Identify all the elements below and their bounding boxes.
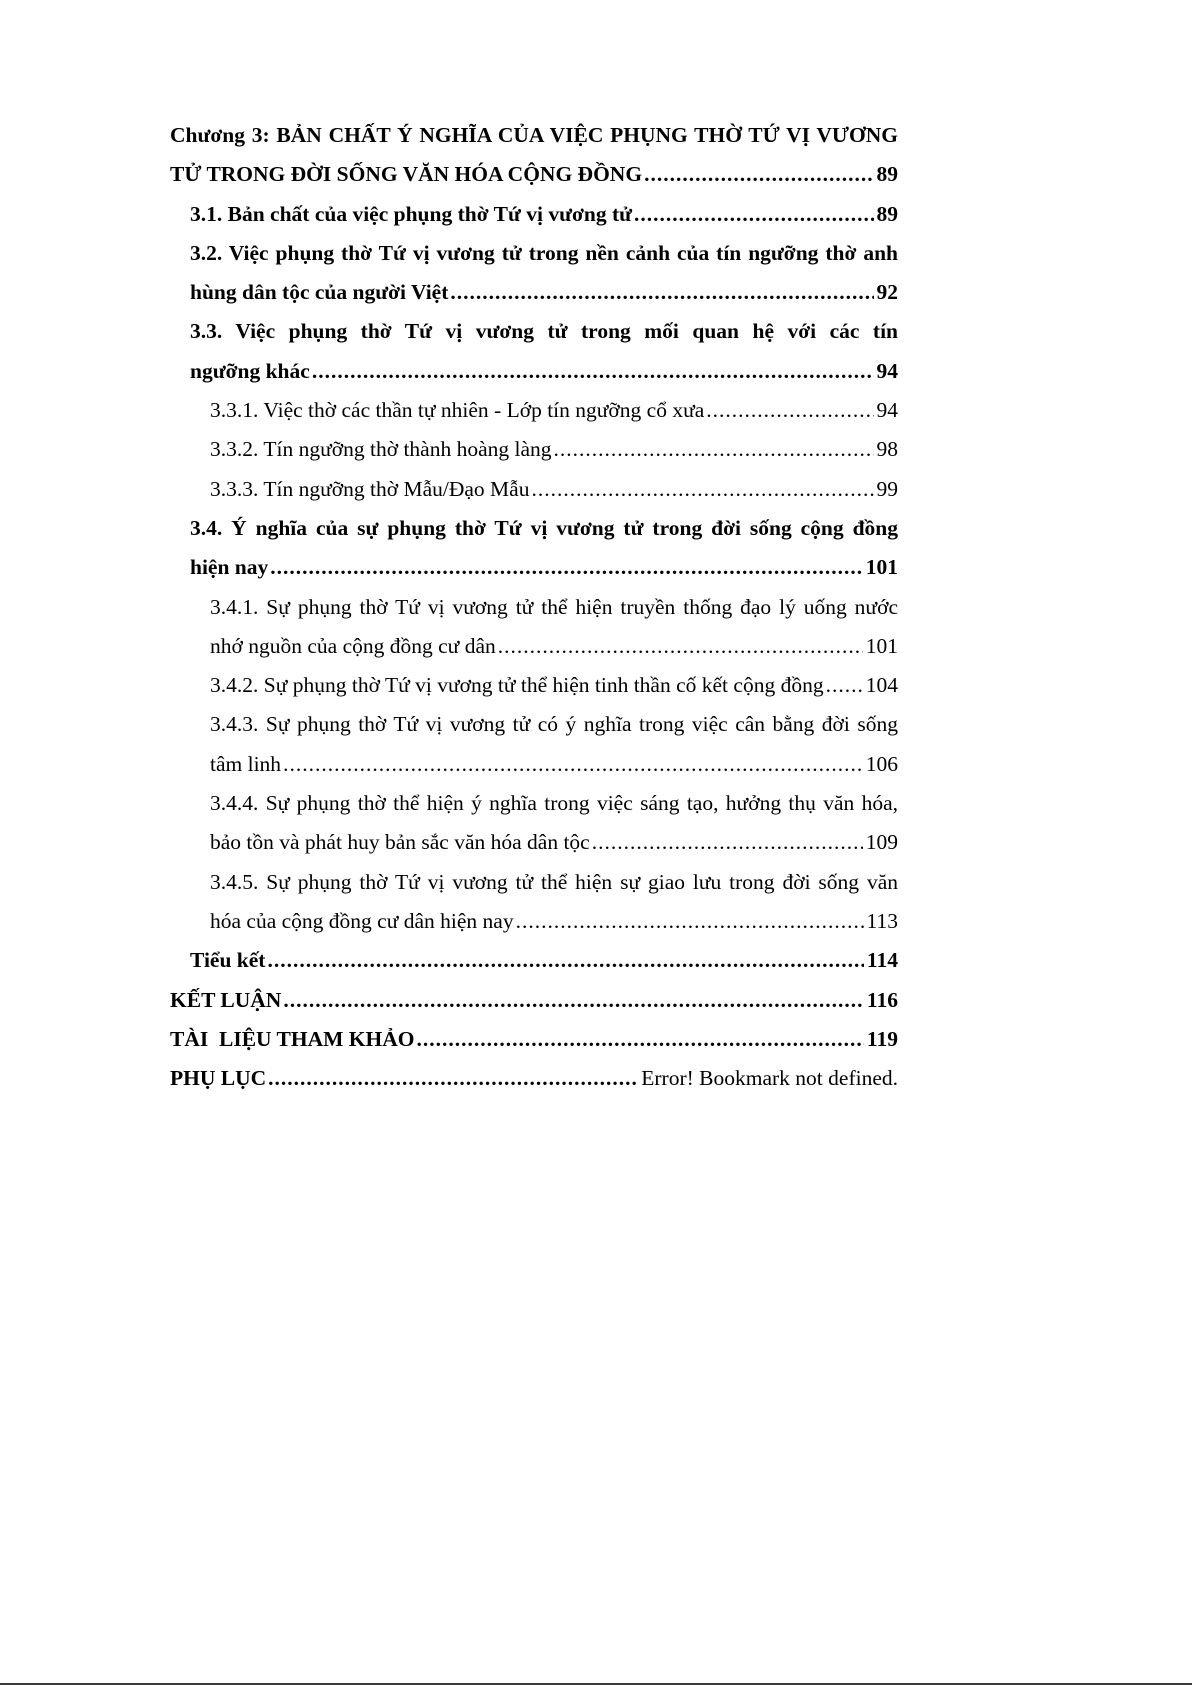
toc-entry-title: tâm linh [210,751,282,776]
dot-leader [283,745,863,784]
toc-entry-tai-lieu-tham-khao [170,1020,898,1059]
toc-entry-3-3-3 [210,470,898,509]
dot-leader [267,941,863,980]
toc-entry-title: TÀI LIỆU THAM KHẢO [170,1026,415,1051]
toc-page-number: 94 [876,398,898,423]
toc-entry-3-2-line1: 3.2. Việc phụng thờ Tứ vị vương tử trong nền cảnh của tín ngưỡng thờ anh [190,240,898,265]
toc-entry-3-3-line1: 3.3. Việc phụng thờ Tứ vị vương tử trong mối quan hệ với các tín [190,319,898,344]
dot-leader [826,666,863,705]
dot-leader [554,430,874,469]
dot-leader [592,823,863,862]
toc-entry-3-4-2 [210,666,898,705]
toc-entry-3-4-5 [210,902,898,941]
toc-entry-title: 3.3.2. Tín ngưỡng thờ thành hoàng làng [210,437,552,462]
toc-page-number: Error! Bookmark not defined. [641,1066,898,1091]
toc-page-number: 99 [876,476,898,501]
toc-entry-title: Tiểu kết [190,948,266,973]
toc-entry-3-3-1 [210,391,898,430]
toc-entry-3-1 [190,195,898,234]
toc-page-number: 113 [866,908,898,933]
toc-page-number: 109 [865,830,898,855]
toc-entry-title: PHỤ LỤC [170,1066,267,1091]
dot-leader [634,195,873,234]
toc-entry-title: 3.1. Bản chất của việc phụng thờ Tứ vị vương tử [190,201,633,226]
dot-leader [498,627,863,666]
toc-entry-title: bảo tồn và phát huy bản sắc văn hóa dân tộc [210,830,590,855]
dot-leader [417,1020,864,1059]
dot-leader [644,155,873,194]
toc-chapter-3-title-line1: Chương 3: BẢN CHẤT Ý NGHĨA CỦA VIỆC PHỤNG THỜ TỨ VỊ VƯƠNG [170,123,898,147]
toc-page-number: 89 [876,201,898,226]
toc-entry-phu-luc [170,1059,898,1098]
dot-leader [706,391,873,430]
toc-entry-3-3 [190,352,898,391]
toc-entry-chapter-3 [170,155,898,194]
toc-entry-3-4-3-line1: 3.4.3. Sự phụng thờ Tứ vị vương tử có ý nghĩa trong việc cân bằng đời sống [210,712,898,737]
toc-entry-3-4-1 [210,627,898,666]
toc-page-number: 119 [866,1026,898,1051]
toc-entry-title: hiện nay [190,555,269,580]
toc-entry-3-4-4-line1: 3.4.4. Sự phụng thờ thể hiện ý nghĩa trong việc sáng tạo, hưởng thụ văn hóa, [210,791,898,816]
toc-page-number: 101 [865,555,898,580]
toc-entry-title: TỬ TRONG ĐỜI SỐNG VĂN HÓA CỘNG ĐỒNG [170,162,643,187]
toc-page-number: 101 [865,633,898,658]
toc-entry-3-4-4 [210,823,898,862]
toc-page-number: 114 [866,948,898,973]
toc-entry-3-2 [190,273,898,312]
dot-leader [531,470,873,509]
toc-entry-3-4-line1: 3.4. Ý nghĩa của sự phụng thờ Tứ vị vương tử trong đời sống cộng đồng [190,515,898,540]
toc-entry-title: ngưỡng khác [190,358,310,383]
toc-entry-3-4-5-line1: 3.4.5. Sự phụng thờ Tứ vị vương tử thể hiện sự giao lưu trong đời sống văn [210,869,898,894]
toc-entry-3-4-3 [210,745,898,784]
toc-entry-title: 3.3.1. Việc thờ các thần tự nhiên - Lớp tín ngưỡng cổ xưa [210,398,705,423]
table-of-contents [170,116,898,1098]
toc-entry-title: 3.4.2. Sự phụng thờ Tứ vị vương tử thể hiện tinh thần cố kết cộng đồng [210,673,824,698]
toc-page-number: 116 [866,987,898,1012]
toc-page-number: 92 [876,280,898,305]
toc-page-number: 98 [876,437,898,462]
toc-entry-title: hùng dân tộc của người Việt [190,280,449,305]
toc-entry-title: hóa của cộng đồng cư dân hiện nay [210,908,514,933]
dot-leader [283,981,864,1020]
toc-entry-3-4 [190,548,898,587]
dot-leader [270,548,862,587]
toc-page-number: 106 [865,751,898,776]
toc-entry-ket-luan [170,981,898,1020]
toc-entry-title: nhớ nguồn của cộng đồng cư dân [210,633,496,658]
dot-leader [450,273,873,312]
toc-entry-title: 3.3.3. Tín ngưỡng thờ Mẫu/Đạo Mẫu [210,476,530,501]
toc-entry-3-4-1-line1: 3.4.1. Sự phụng thờ Tứ vị vương tử thể hiện truyền thống đạo lý uống nước [210,594,898,619]
toc-entry-3-3-2 [210,430,898,469]
dot-leader [516,902,864,941]
dot-leader [312,352,874,391]
toc-page-number: 89 [876,162,898,187]
toc-entry-tieu-ket [190,941,898,980]
toc-page-number: 94 [876,358,898,383]
dot-leader [268,1059,638,1098]
toc-page-number: 104 [865,673,898,698]
toc-entry-title: KẾT LUẬN [170,987,282,1012]
